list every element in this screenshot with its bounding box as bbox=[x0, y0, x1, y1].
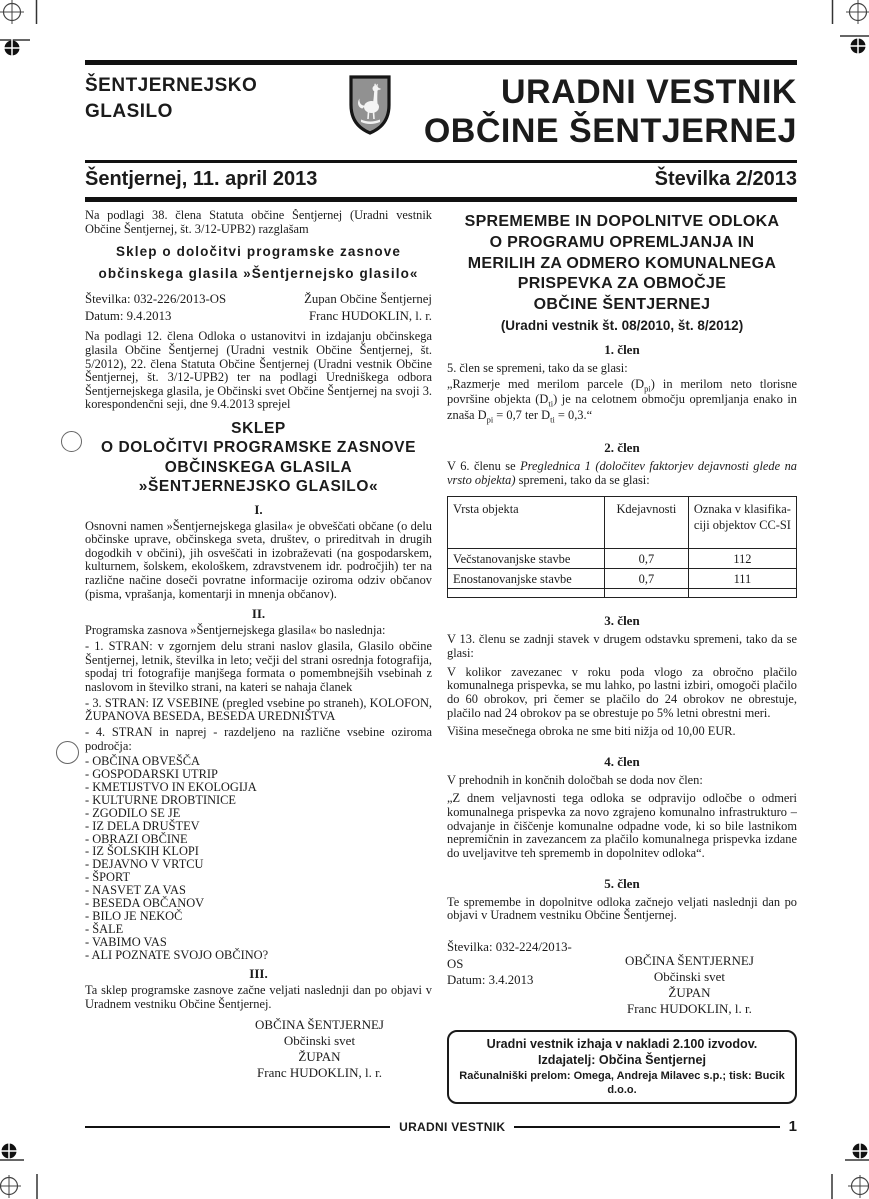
content-area-item: - BILO JE NEKOČ bbox=[85, 908, 183, 923]
subscript: pi bbox=[644, 383, 651, 394]
gazette-title-line2: OBČINE ŠENTJERNEJ bbox=[423, 112, 797, 150]
page-footer bbox=[85, 1118, 797, 1135]
signature-block bbox=[582, 953, 797, 1017]
table-header-row bbox=[448, 497, 797, 549]
decision-title-line: OBČINSKEGA GLASILA bbox=[164, 458, 353, 476]
decision-title-line: »ŠENTJERNEJSKO GLASILO« bbox=[138, 478, 379, 496]
punch-hole-mark bbox=[56, 741, 79, 764]
legal-intro-paragraph: Na podlagi 38. člena Statuta občine Šentjernej (Uradni vestnik Občine Šentjernej, št. 3/12-UPB2) razglašam bbox=[85, 209, 432, 236]
decree-title bbox=[85, 241, 432, 284]
footer-rule-left bbox=[85, 1126, 390, 1128]
document-meta bbox=[447, 939, 582, 989]
doc-date: Datum: 9.4.2013 bbox=[85, 308, 172, 323]
subscript: ti bbox=[548, 398, 554, 409]
right-column bbox=[447, 209, 797, 1113]
table-cell bbox=[688, 589, 796, 598]
amendment-title-line: PRISPEVKA ZA OBMOČJE bbox=[517, 275, 727, 293]
article-paragraph: Višina mesečnega obroka ne sme biti nižja od 10,00 EUR. bbox=[447, 724, 736, 739]
article-paragraph: V prehodnih in končnih določbah se doda nov člen: bbox=[447, 772, 703, 787]
article-label: 5. člen bbox=[604, 875, 640, 891]
section-paragraph: Ta sklep programske zasnove začne veljati naslednji dan po objavi v Uradnem vestniku Občine Šentjernej. bbox=[85, 983, 432, 1012]
article-paragraph: „Z dnem veljavnosti tega odloka se odpravijo odločbe o odmeri komunalnega prispevka za novo zgrajeno komunalno infrastrukturo – odvajanje in čiščenje komunalne odpadne vode, ki so bile lastnikom nepremičnin in zavezancem za plačilo komunalnega prispevka izdane do uveljavitve teh sprememb in dopolnitev odloka“. bbox=[447, 791, 797, 861]
table-cell bbox=[448, 589, 605, 598]
article-paragraph: V 13. členu se zadnji stavek v drugem odstavku spremeni, tako da se glasi: bbox=[447, 632, 797, 660]
table-header-cell bbox=[688, 497, 796, 549]
decree-title-line2: občinskega glasila »Šentjernejsko glasilo« bbox=[98, 265, 419, 281]
content-area-item: - BESEDA OBČANOV bbox=[85, 895, 205, 910]
content-area-item: - OBČINA OBVEŠČA bbox=[85, 754, 200, 769]
signature-name: Franc HUDOKLIN, l. r. bbox=[257, 1064, 382, 1080]
content-area-item: - GOSPODARSKI UTRIP bbox=[85, 767, 218, 782]
article-paragraph: 5. člen se spremeni, tako da se glasi: bbox=[447, 360, 628, 375]
table-row bbox=[448, 569, 797, 589]
signature-block bbox=[207, 1017, 432, 1081]
section-label: I. bbox=[254, 501, 263, 517]
article-paragraph: Te spremembe in dopolnitve odloka začnejo veljati naslednji dan po objavi v Uradnem vestniku Občine Šentjernej. bbox=[447, 894, 797, 923]
content-area-item: - ALI POZNATE SVOJO OBČINO? bbox=[85, 947, 269, 962]
header-line: ciji objektov CC-SI bbox=[693, 517, 791, 532]
signature-council: Občinski svet bbox=[653, 968, 726, 984]
doc-number: Številka: 032-224/2013-OS bbox=[447, 939, 572, 971]
punch-hole-mark bbox=[61, 431, 82, 452]
colophon-line: Računalniški prelom: Omega, Andreja Milavec s.p.; tisk: Bucik d.o.o. bbox=[459, 1069, 785, 1096]
table-cell: 112 bbox=[688, 549, 796, 569]
subscript: ti bbox=[550, 414, 555, 425]
issue-number: Številka 2/2013 bbox=[654, 168, 797, 190]
content-area-item: - VABIMO VAS bbox=[85, 934, 167, 949]
table-cell bbox=[605, 589, 689, 598]
article-label: 3. člen bbox=[604, 613, 640, 629]
left-column bbox=[85, 209, 432, 1113]
datebar-rule bbox=[85, 197, 797, 202]
signature-council: Občinski svet bbox=[283, 1032, 356, 1048]
decision-title-line: SKLEP bbox=[231, 420, 286, 438]
amendment-title-line: MERILIH ZA ODMERO KOMUNALNEGA bbox=[467, 254, 777, 272]
table-cell: 0,7 bbox=[605, 569, 689, 589]
crop-mark-bottom-right-icon bbox=[819, 1137, 869, 1199]
signature-role: ŽUPAN bbox=[298, 1048, 341, 1064]
content-area-item: - OBRAZI OBČINE bbox=[85, 831, 188, 846]
content-areas-list bbox=[85, 755, 432, 961]
colophon-line: Izdajatelj: Občina Šentjernej bbox=[538, 1053, 706, 1068]
table-spacer-row bbox=[448, 589, 797, 598]
amendment-title-line: SPREMEMBE IN DOPOLNITVE ODLOKA bbox=[464, 213, 780, 230]
colophon-line: Uradni vestnik izhaja v nakladi 2.100 izvodov. bbox=[486, 1036, 758, 1051]
article-label: 4. člen bbox=[604, 753, 640, 769]
content-area-item: - DEJAVNO V VRTCU bbox=[85, 857, 204, 872]
text-fragment: = 0,3.“ bbox=[554, 408, 593, 423]
section-label: III. bbox=[249, 966, 268, 982]
text-fragment: = 0,7 ter D bbox=[493, 408, 551, 423]
subscript: pi bbox=[486, 414, 494, 425]
amendment-title-line: O PROGRAMU OPREMLJANJA IN bbox=[489, 233, 755, 251]
table-cell: Enostanovanjske stavbe bbox=[448, 569, 605, 589]
content-area-item: - IZ ŠOLSKIH KLOPI bbox=[85, 844, 199, 859]
signer-title: Župan Občine Šentjernej bbox=[304, 292, 432, 307]
text-fragment: V 6. členu se bbox=[447, 459, 521, 474]
two-column-body bbox=[85, 209, 797, 1113]
text-fragment: „Razmerje med merilom parcele (D bbox=[447, 376, 645, 391]
decision-title bbox=[85, 419, 432, 497]
content-area-item: - IZ DELA DRUŠTEV bbox=[85, 818, 200, 833]
footer-rule-right bbox=[514, 1126, 779, 1128]
italic-reference: Preglednica 1 (določitev faktorjev dejavnosti glede na vrsto objekta) bbox=[447, 459, 797, 487]
doc-date: Datum: 3.4.2013 bbox=[447, 973, 534, 988]
article-paragraph bbox=[447, 378, 797, 425]
content-area-item: - KULTURNE DROBTINICE bbox=[85, 792, 236, 807]
content-area-item: - NASVET ZA VAS bbox=[85, 883, 186, 898]
section-paragraph: Osnovni namen »Šentjernejskega glasila« je obveščati občane (o delu občinske uprave, občinskega sveta, društev, o prireditvah in drugih dogodkih v občini), jih osveščati in izobraževati (na gospodarskem, kulturnem, šolskem, ekološkem, zdravstvenem idr. področjih) ter na različne načine doseči povratne informacije oziroma odziv občanov (pisma, vprašanja, komentarji in mnenja občanov). bbox=[85, 518, 432, 601]
preamble-paragraph: Na podlagi 12. člena Odloka o ustanovitvi in izdajanju občinskega glasila Občine Šentjernej (Uradni vestnik Občine Šentjernej, št. 5/2012), 22. člena Statuta Občine Šentjernej (Uradni vestnik Občine Šentjernej, št. 3/12-UPB2) ter na podlagi Uredniškega odbora Šentjernejskega glasila, je Občinski svet Občine Šentjernej na svoji 3. korespondenčni seji, dne 9.4.2013 sprejel bbox=[85, 329, 432, 412]
signature-org: OBČINA ŠENTJERNEJ bbox=[624, 952, 754, 968]
content-area-item: - ŠPORT bbox=[85, 870, 131, 885]
amendment-subtitle: (Uradni vestnik št. 08/2010, št. 8/2012) bbox=[500, 317, 744, 333]
amendment-title-line: OBČINE ŠENTJERNEJ bbox=[533, 296, 711, 314]
brand-line2: GLASILO bbox=[85, 101, 173, 122]
crop-mark-top-right-icon bbox=[819, 0, 869, 60]
table-header-cell: Vrsta objekta bbox=[448, 497, 605, 549]
crop-mark-bottom-left-icon bbox=[0, 1137, 50, 1199]
date-bar bbox=[85, 163, 797, 197]
signer-name: Franc HUDOKLIN, l. r. bbox=[309, 308, 432, 323]
gazette-title-line1: URADNI VESTNIK bbox=[500, 73, 797, 111]
doc-number: Številka: 032-226/2013-OS bbox=[85, 292, 227, 307]
gazette-title bbox=[393, 73, 797, 151]
issue-date: Šentjernej, 11. april 2013 bbox=[85, 168, 318, 190]
table-row bbox=[448, 549, 797, 569]
decision-title-line: O DOLOČITVI PROGRAMSKE ZASNOVE bbox=[100, 439, 417, 457]
page-content bbox=[85, 60, 797, 1113]
article-label: 2. člen bbox=[604, 440, 640, 456]
meta-row bbox=[85, 291, 432, 307]
crop-mark-top-left-icon bbox=[0, 0, 50, 60]
footer-title: URADNI VESTNIK bbox=[399, 1119, 506, 1134]
content-area-item: - ŠALE bbox=[85, 921, 124, 936]
meta-row bbox=[85, 308, 432, 324]
brand-title bbox=[85, 73, 295, 125]
program-item: - 3. STRAN: IZ VSEBINE (pregled vsebine po straneh), KOLOFON, ŽUPANOVA BESEDA, BESEDA UREDNIŠTVA bbox=[85, 695, 432, 724]
program-item: - 4. STRAN in naprej - razdeljeno na različne vsebine oziroma področja: bbox=[85, 724, 432, 753]
text-fragment: ) je na celotnem območju opremljanja enako in znaša D bbox=[447, 392, 797, 423]
brand-line1: ŠENTJERNEJSKO bbox=[85, 75, 258, 96]
municipal-coat-of-arms-icon bbox=[347, 74, 393, 136]
text-fragment: spremeni, tako da se glasi: bbox=[515, 472, 650, 487]
content-area-item: - ZGODILO SE JE bbox=[85, 805, 181, 820]
header-line: Oznaka v klasifika- bbox=[693, 502, 791, 517]
activity-factors-table bbox=[447, 496, 797, 598]
masthead bbox=[85, 65, 797, 160]
signature-org: OBČINA ŠENTJERNEJ bbox=[255, 1016, 384, 1032]
article-paragraph bbox=[447, 460, 797, 487]
section-label: II. bbox=[251, 606, 266, 622]
table-cell: Večstanovanjske stavbe bbox=[448, 549, 605, 569]
content-area-item: - KMETIJSTVO IN EKOLOGIJA bbox=[85, 779, 257, 794]
program-item: - 1. STRAN: v zgornjem delu strani naslov glasila, Glasilo občine Šentjernej, letnik, številka in leto; večji del strani osrednja fotografija, spodaj tri fotografije manjšega formata o pomembnejših vsebinah z naslovom in številko strani, na kateri se nahaja članek bbox=[85, 639, 432, 694]
colophon-box bbox=[447, 1030, 797, 1104]
text-fragment: ) in merilom neto tlorisne površine objekta (D bbox=[447, 376, 797, 407]
table-cell: 111 bbox=[688, 569, 796, 589]
page-number: 1 bbox=[788, 1118, 797, 1135]
table-header-cell: Kdejavnosti bbox=[605, 497, 689, 549]
amendment-title bbox=[447, 212, 797, 316]
article-paragraph: V kolikor zavezanec v roku poda vlogo za obročno plačilo komunalnega prispevka, se mu lahko, po lastni izbiri, omogoči plačilo do 60 obrokov, pri čemer se plačilo do 24 obrokov ne obrestuje, plačilo nad 24 obrokov pa se obrestuje po 5% letni obrestni meri. bbox=[447, 664, 797, 720]
table-cell: 0,7 bbox=[605, 549, 689, 569]
meta-signature-row bbox=[447, 939, 797, 1017]
signature-role: ŽUPAN bbox=[668, 984, 711, 1000]
signature-name: Franc HUDOKLIN, l. r. bbox=[626, 1000, 752, 1016]
article-label: 1. člen bbox=[604, 341, 640, 357]
decree-title-line1: Sklep o določitvi programske zasnove bbox=[116, 244, 401, 260]
document-meta bbox=[85, 291, 432, 324]
section-intro: Programska zasnova »Šentjernejskega glasila« bo naslednja: bbox=[85, 623, 386, 638]
